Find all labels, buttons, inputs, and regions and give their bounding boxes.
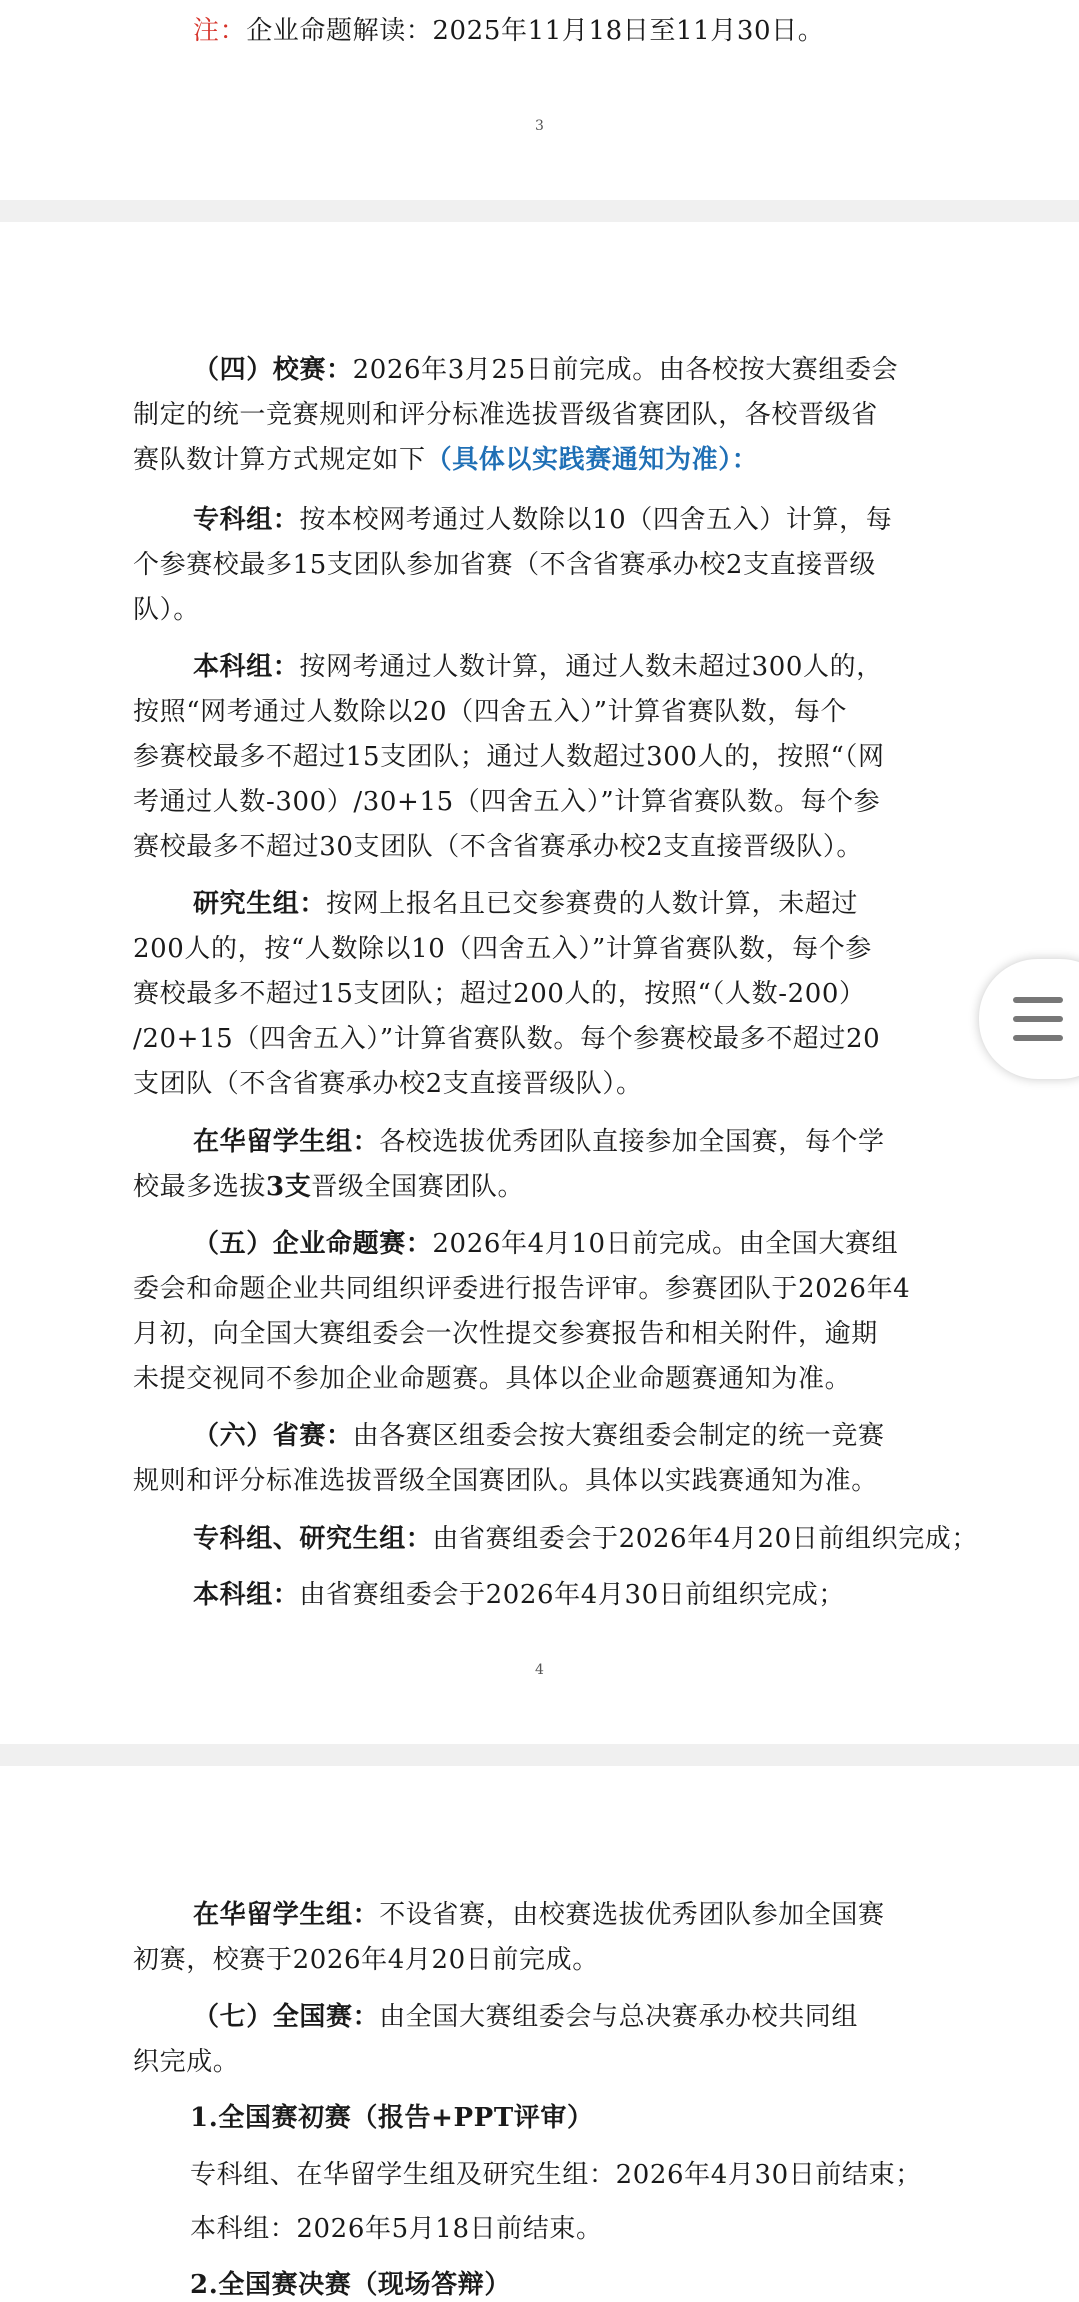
text-line	[133, 695, 847, 729]
body-text: 由全国大赛组委会与总决赛承办校共同组	[379, 2002, 859, 2032]
body-text: 不设省赛，由校赛选拔优秀团队参加全国赛	[379, 1900, 885, 1930]
body-text: 赛校最多不超过15支团队；超过200人的，按照“（人数-200）	[133, 979, 866, 1009]
text-line	[190, 2212, 603, 2246]
body-text: 织完成。	[133, 2047, 240, 2077]
text-line	[133, 398, 878, 432]
body-text: 赛校最多不超过30支团队（不含省赛承办校2支直接晋级队）。	[133, 832, 864, 862]
body-text: 按网上报名且已交参赛费的人数计算，未超过	[326, 889, 859, 919]
text-line	[193, 1125, 885, 1159]
body-text: 月初，向全国大赛组委会一次性提交参赛报告和相关附件，逾期	[133, 1319, 878, 1349]
text-line	[133, 2045, 239, 2079]
heading-label: 在华留学生组：	[193, 1900, 380, 1930]
text-line	[190, 2101, 594, 2135]
text-line	[193, 1578, 845, 1612]
note-label: 注：	[193, 16, 247, 46]
bold-text: 3支	[266, 1172, 312, 1202]
page-5	[0, 1766, 1079, 2302]
body-text: 按照“网考通过人数除以20（四舍五入）”计算省赛队数，每个	[133, 697, 848, 727]
body-text: 制定的统一竞赛规则和评分标准选拔晋级省赛团队，各校晋级省	[133, 400, 878, 430]
body-text: 委会和命题企业共同组织评委进行报告评审。参赛团队于2026年4	[133, 1274, 911, 1304]
text-line	[133, 1943, 599, 1977]
heading-label: 本科组：	[193, 652, 300, 682]
text-line	[133, 1022, 880, 1056]
body-text: 按网考通过人数计算，通过人数未超过300人的，	[299, 652, 883, 682]
heading-label: 专科组：	[193, 505, 300, 535]
heading-label: （六）省赛：	[193, 1421, 353, 1451]
body-text: 规则和评分标准选拔晋级全国赛团队。具体以实践赛通知为准。	[133, 1466, 878, 1496]
page-3	[0, 0, 1079, 200]
text-line	[133, 977, 866, 1011]
text-line	[133, 1272, 910, 1306]
text-line	[193, 503, 892, 537]
body-text: 由省赛组委会于2026年4月20日前组织完成；	[432, 1524, 979, 1554]
heading-label: （七）全国赛：	[193, 2002, 380, 2032]
body-text: 由省赛组委会于2026年4月30日前组织完成；	[299, 1580, 846, 1610]
body-text: 队）。	[133, 595, 200, 625]
body-text: 专科组、在华留学生组及研究生组：2026年4月30日前结束；	[190, 2160, 922, 2190]
heading-label: （五）企业命题赛：	[193, 1229, 433, 1259]
body-text: 赛队数计算方式规定如下	[133, 445, 426, 475]
text-line	[133, 785, 880, 819]
page-4	[0, 222, 1079, 1744]
body-text: /20+15（四舍五入）”计算省赛队数。每个参赛校最多不超过20	[133, 1024, 881, 1054]
body-text: 晋级全国赛团队。	[311, 1172, 525, 1202]
text-line	[133, 593, 200, 627]
text-line	[193, 2000, 858, 2034]
body-text: 初赛，校赛于2026年4月20日前完成。	[133, 1945, 599, 1975]
text-line	[193, 1227, 898, 1261]
highlight-text: （具体以实践赛通知为准）：	[425, 445, 759, 475]
body-text: 2026年4月10日前完成。由全国大赛组	[432, 1229, 899, 1259]
text-line	[133, 830, 863, 864]
page-gap	[0, 200, 1079, 222]
text-line	[193, 1419, 885, 1453]
text-line	[133, 1362, 851, 1396]
body-text: 200人的，按“人数除以10（四舍五入）”计算省赛队数，每个参	[133, 934, 872, 964]
text-line	[193, 353, 898, 387]
body-text: 支团队（不含省赛承办校2支直接晋级队）。	[133, 1069, 643, 1099]
note-text: 企业命题解读：2025年11月18日至11月30日。	[246, 16, 825, 46]
text-line	[193, 650, 883, 684]
text-line	[133, 932, 872, 966]
page-number: 3	[535, 118, 544, 134]
body-text: 由各赛区组委会按大赛组委会制定的统一竞赛	[352, 1421, 885, 1451]
body-text: 个参赛校最多15支团队参加省赛（不含省赛承办校2支直接晋级	[133, 550, 877, 580]
text-line	[190, 2268, 511, 2302]
text-line	[133, 740, 885, 774]
text-line	[193, 1898, 885, 1932]
menu-icon	[1013, 997, 1063, 1041]
text-line	[193, 887, 858, 921]
heading-label: 1.全国赛初赛（报告+PPT评审）	[190, 2103, 594, 2133]
text-line	[133, 1464, 878, 1498]
text-line	[133, 1067, 643, 1101]
heading-label: 2.全国赛决赛（现场答辩）	[190, 2270, 511, 2300]
heading-label: 专科组、研究生组：	[193, 1524, 433, 1554]
page-number: 4	[535, 1662, 544, 1678]
body-text: 考通过人数-300）/30+15（四舍五入）”计算省赛队数。每个参	[133, 787, 881, 817]
heading-label: 本科组：	[193, 1580, 300, 1610]
body-text: 按本校网考通过人数除以10（四舍五入）计算，每	[299, 505, 893, 535]
heading-label: 研究生组：	[193, 889, 327, 919]
heading-label: 在华留学生组：	[193, 1127, 380, 1157]
heading-label: （四）校赛：	[193, 355, 353, 385]
text-line	[133, 443, 758, 477]
text-line	[190, 2158, 922, 2192]
page-gap	[0, 1744, 1079, 1766]
text-line	[133, 548, 876, 582]
body-text: 各校选拔优秀团队直接参加全国赛，每个学	[379, 1127, 885, 1157]
body-text: 本科组：2026年5月18日前结束。	[190, 2214, 603, 2244]
body-text: 未提交视同不参加企业命题赛。具体以企业命题赛通知为准。	[133, 1364, 852, 1394]
text-line	[133, 1170, 524, 1204]
text-line	[193, 1522, 978, 1556]
text-line	[133, 1317, 878, 1351]
body-text: 校最多选拔	[133, 1172, 267, 1202]
body-text: 2026年3月25日前完成。由各校按大赛组委会	[352, 355, 899, 385]
body-text: 参赛校最多不超过15支团队；通过人数超过300人的，按照“（网	[133, 742, 885, 772]
note-line	[193, 14, 824, 48]
